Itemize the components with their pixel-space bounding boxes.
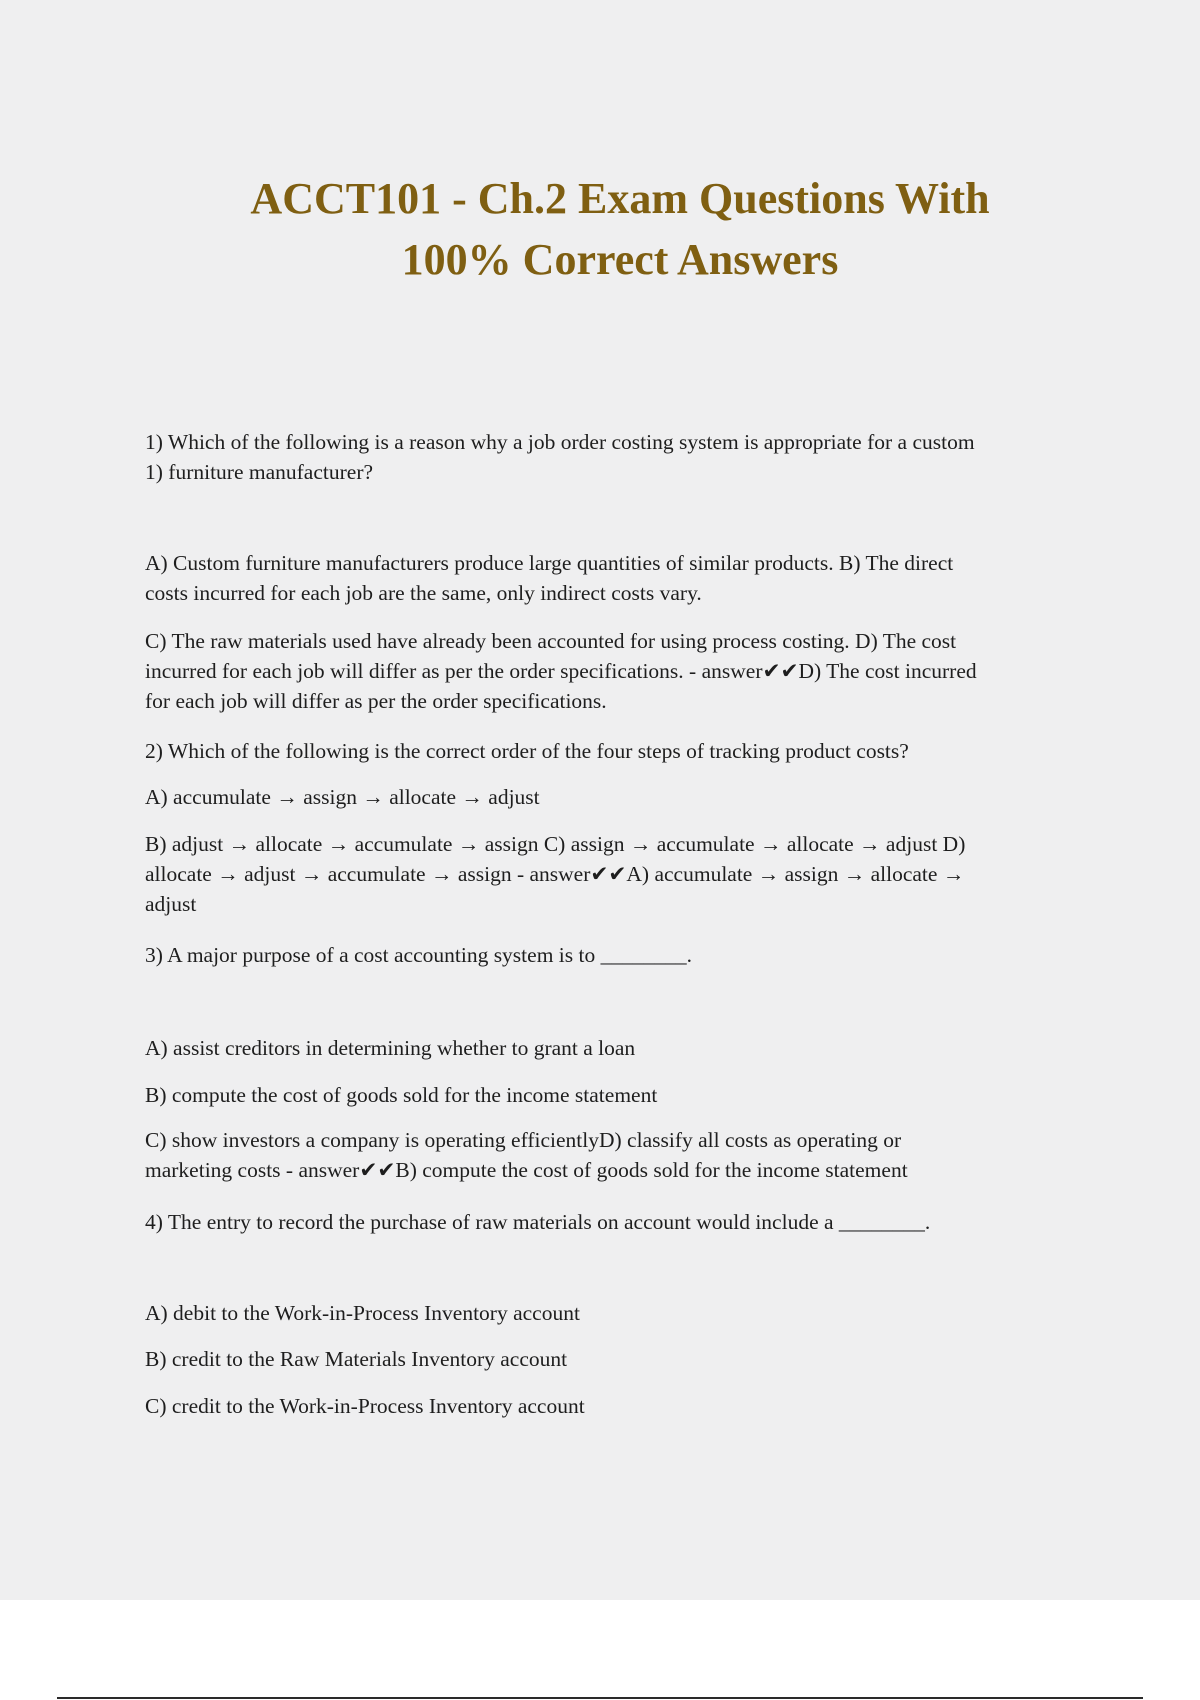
question-4-option-a — [145, 1298, 1085, 1328]
option-line: A) assist creditors in determining whether to grant a loan — [145, 1036, 636, 1060]
option-line: for each job will differ as per the order specifications. — [145, 689, 607, 713]
question-2-options-bcd-answer — [145, 829, 1085, 919]
page-divider — [57, 1697, 1143, 1699]
question-4-option-c — [145, 1391, 1085, 1421]
question-2 — [145, 736, 1085, 766]
option-line: A) accumulate → assign → allocate → adjust — [145, 785, 540, 809]
question-3-option-b — [145, 1080, 1085, 1110]
option-line: incurred for each job will differ as per the order specifications. - answer✔✔D) The cost incurred — [145, 659, 977, 683]
question-4 — [145, 1207, 1085, 1237]
option-line: allocate → adjust → accumulate → assign - answer✔✔A) accumulate → assign → allocate → — [145, 862, 965, 886]
question-3 — [145, 940, 1085, 970]
option-line: B) credit to the Raw Materials Inventory account — [145, 1347, 568, 1371]
option-line: A) Custom furniture manufacturers produce large quantities of similar products. B) The direct — [145, 551, 954, 575]
question-4-option-b — [145, 1344, 1085, 1374]
question-1-line: 1) Which of the following is a reason why a job order costing system is appropriate for a custom — [145, 430, 975, 454]
question-3-text: 3) A major purpose of a cost accounting system is to ________. — [145, 943, 692, 967]
question-3-options-cd-answer — [145, 1125, 1085, 1185]
option-line: A) debit to the Work-in-Process Inventory account — [145, 1301, 580, 1325]
option-line: C) The raw materials used have already been accounted for using process costing. D) The cost — [145, 629, 957, 653]
title-line: 100% Correct Answers — [401, 235, 839, 284]
option-line: adjust — [145, 892, 197, 916]
question-2-option-a — [145, 782, 1085, 812]
question-3-option-a — [145, 1033, 1085, 1063]
question-1-options-cd-answer — [145, 626, 1085, 716]
option-line: B) compute the cost of goods sold for the income statement — [145, 1083, 658, 1107]
option-line: costs incurred for each job are the same, only indirect costs vary. — [145, 581, 702, 605]
question-1 — [145, 427, 1085, 487]
question-1-options-ab — [145, 548, 1085, 608]
title-line: ACCT101 - Ch.2 Exam Questions With — [250, 174, 990, 223]
document-title — [150, 168, 1090, 290]
option-line: C) show investors a company is operating efficientlyD) classify all costs as operating or — [145, 1128, 902, 1152]
option-line: B) adjust → allocate → accumulate → assign C) assign → accumulate → allocate → adjust D) — [145, 832, 966, 856]
option-line: C) credit to the Work-in-Process Inventory account — [145, 1394, 585, 1418]
question-1-line: 1) furniture manufacturer? — [145, 460, 374, 484]
question-2-text: 2) Which of the following is the correct order of the four steps of tracking product costs? — [145, 739, 909, 763]
option-line: marketing costs - answer✔✔B) compute the cost of goods sold for the income statement — [145, 1158, 908, 1182]
question-4-text: 4) The entry to record the purchase of raw materials on account would include a ________. — [145, 1210, 931, 1234]
